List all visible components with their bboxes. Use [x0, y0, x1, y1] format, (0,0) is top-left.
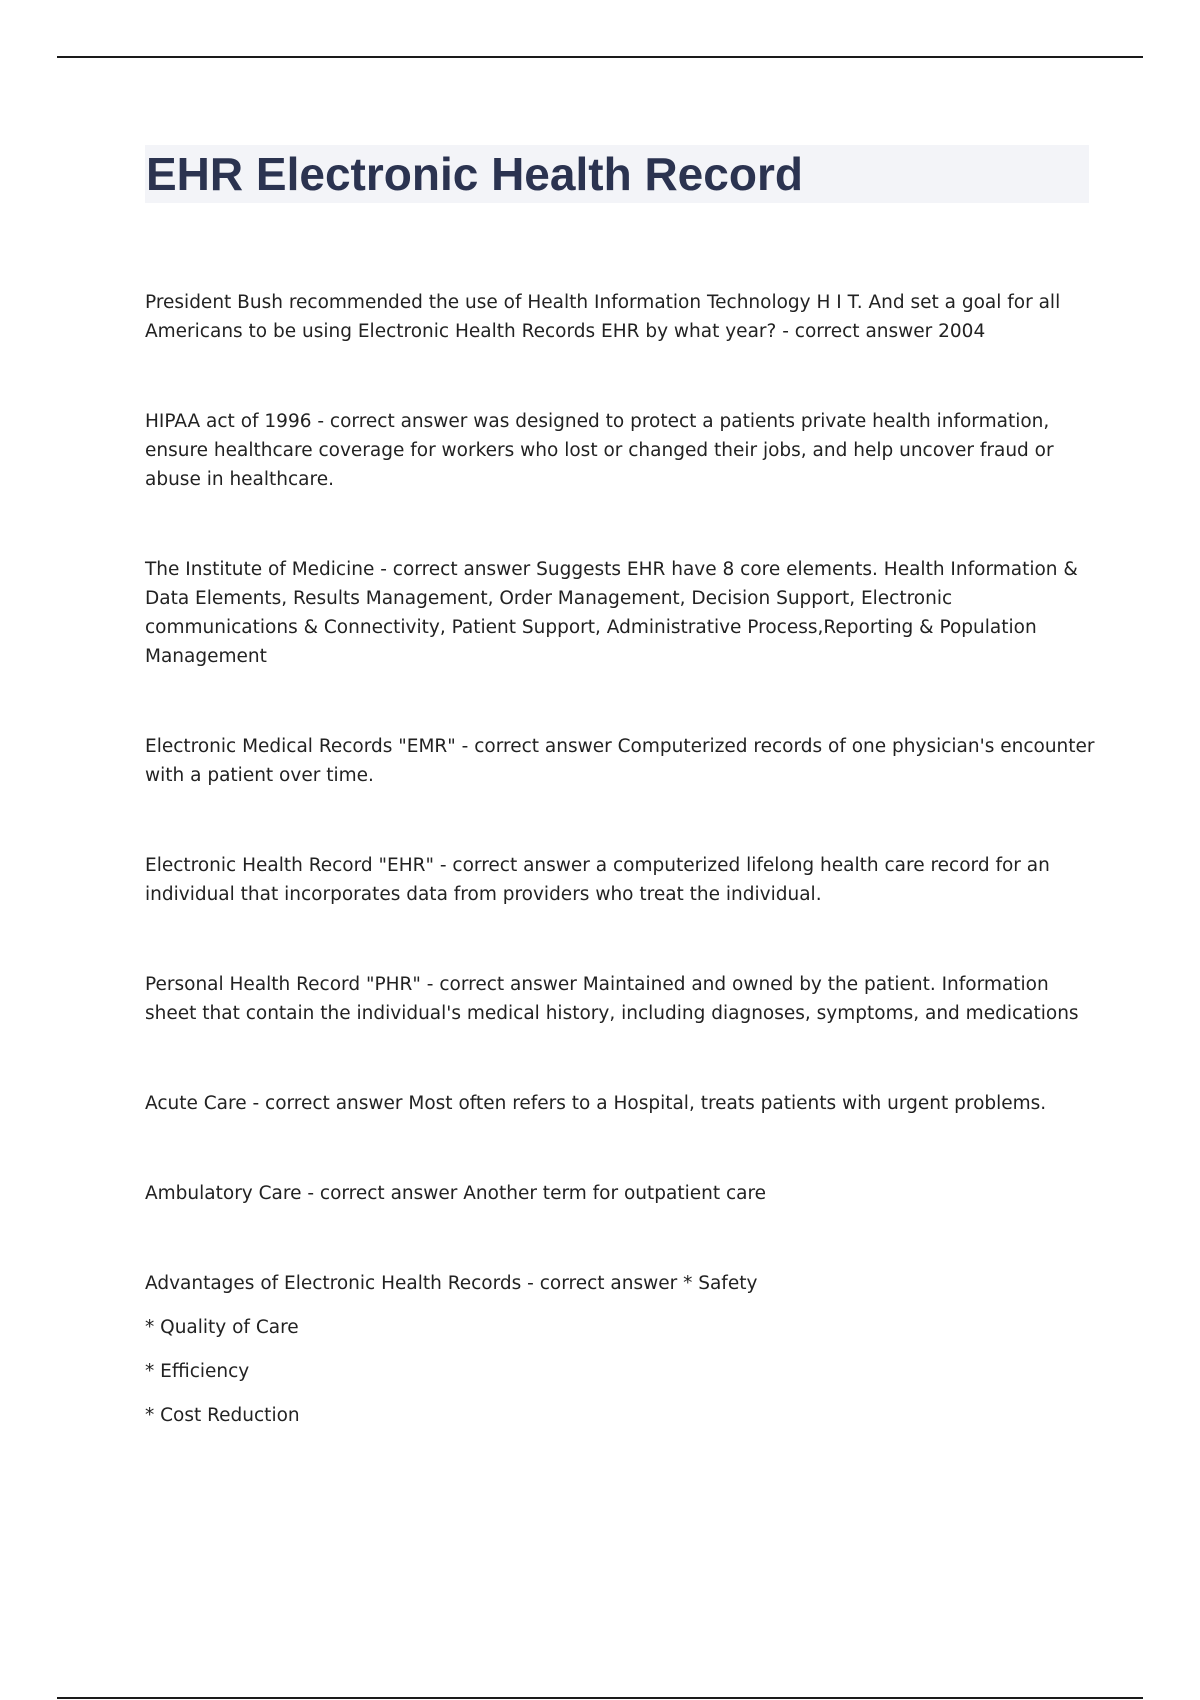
qa-term: The Institute of Medicine	[145, 559, 375, 580]
qa-item	[145, 851, 1095, 909]
qa-separator: - correct answer	[246, 1093, 409, 1114]
qa-separator: - correct answer	[311, 411, 474, 432]
qa-item	[145, 1179, 1095, 1208]
top-rule	[57, 56, 1143, 58]
qa-answer: was designed to protect a patients private health information, ensure healthcare coverage for workers who lost or changed their jobs, and help uncover fraud or abuse in healthcare.	[145, 411, 1054, 490]
qa-item	[145, 970, 1095, 1028]
advantage-bullet: * Safety	[683, 1273, 758, 1294]
advantage-bullet: * Efficiency	[145, 1361, 250, 1382]
qa-answer: Another term for outpatient care	[463, 1183, 767, 1204]
qa-answer: Most often refers to a Hospital, treats patients with urgent problems.	[408, 1093, 1047, 1114]
advantage-bullet: * Quality of Care	[145, 1317, 299, 1338]
qa-separator: - correct answer	[455, 736, 618, 757]
qa-answer: Suggests EHR have 8 core elements. Health Information & Data Elements, Results Management, Order Management, Decision Support, Electronic communications & Connectivity, Patient Support, Administrative Process,Reporting & Population Management	[145, 559, 1078, 667]
page-title: EHR Electronic Health Record	[146, 148, 803, 200]
qa-term: Electronic Health Record "EHR"	[145, 855, 434, 876]
qa-item	[145, 732, 1095, 790]
advantages-heading	[145, 1269, 1095, 1298]
advantages-item	[145, 1269, 1095, 1430]
qa-answer: Computerized records of one physician's encounter with a patient over time.	[145, 736, 1095, 786]
qa-item	[145, 288, 1095, 346]
qa-separator: - correct answer	[776, 321, 939, 342]
qa-term: Ambulatory Care	[145, 1183, 302, 1204]
qa-separator: - correct answer	[301, 1183, 464, 1204]
advantage-bullet: * Cost Reduction	[145, 1405, 300, 1426]
qa-term: HIPAA act of 1996	[145, 411, 312, 432]
qa-separator: - correct answer	[374, 559, 537, 580]
bottom-rule	[57, 1697, 1143, 1699]
flashcard-list	[145, 288, 1095, 1445]
qa-answer: Maintained and owned by the patient. Information sheet that contain the individual's medical history, including diagnoses, symptoms, and medications	[145, 974, 1079, 1024]
qa-separator: - correct answer	[433, 855, 596, 876]
qa-separator: - correct answer	[420, 974, 583, 995]
qa-term: Advantages of Electronic Health Records	[145, 1273, 522, 1294]
qa-separator: - correct answer	[521, 1273, 684, 1294]
qa-item	[145, 407, 1095, 494]
qa-term: Acute Care	[145, 1093, 247, 1114]
qa-term: President Bush recommended the use of Health Information Technology H I T. And set a goal for all Americans to be using Electronic Health Records EHR by what year?	[145, 292, 1061, 342]
qa-answer: a computerized lifelong health care record for an individual that incorporates data from providers who treat the individual.	[145, 855, 1050, 905]
qa-answer: 2004	[938, 321, 986, 342]
qa-term: Personal Health Record "PHR"	[145, 974, 421, 995]
qa-term: Electronic Medical Records "EMR"	[145, 736, 456, 757]
qa-item	[145, 1089, 1095, 1118]
qa-item	[145, 555, 1095, 671]
